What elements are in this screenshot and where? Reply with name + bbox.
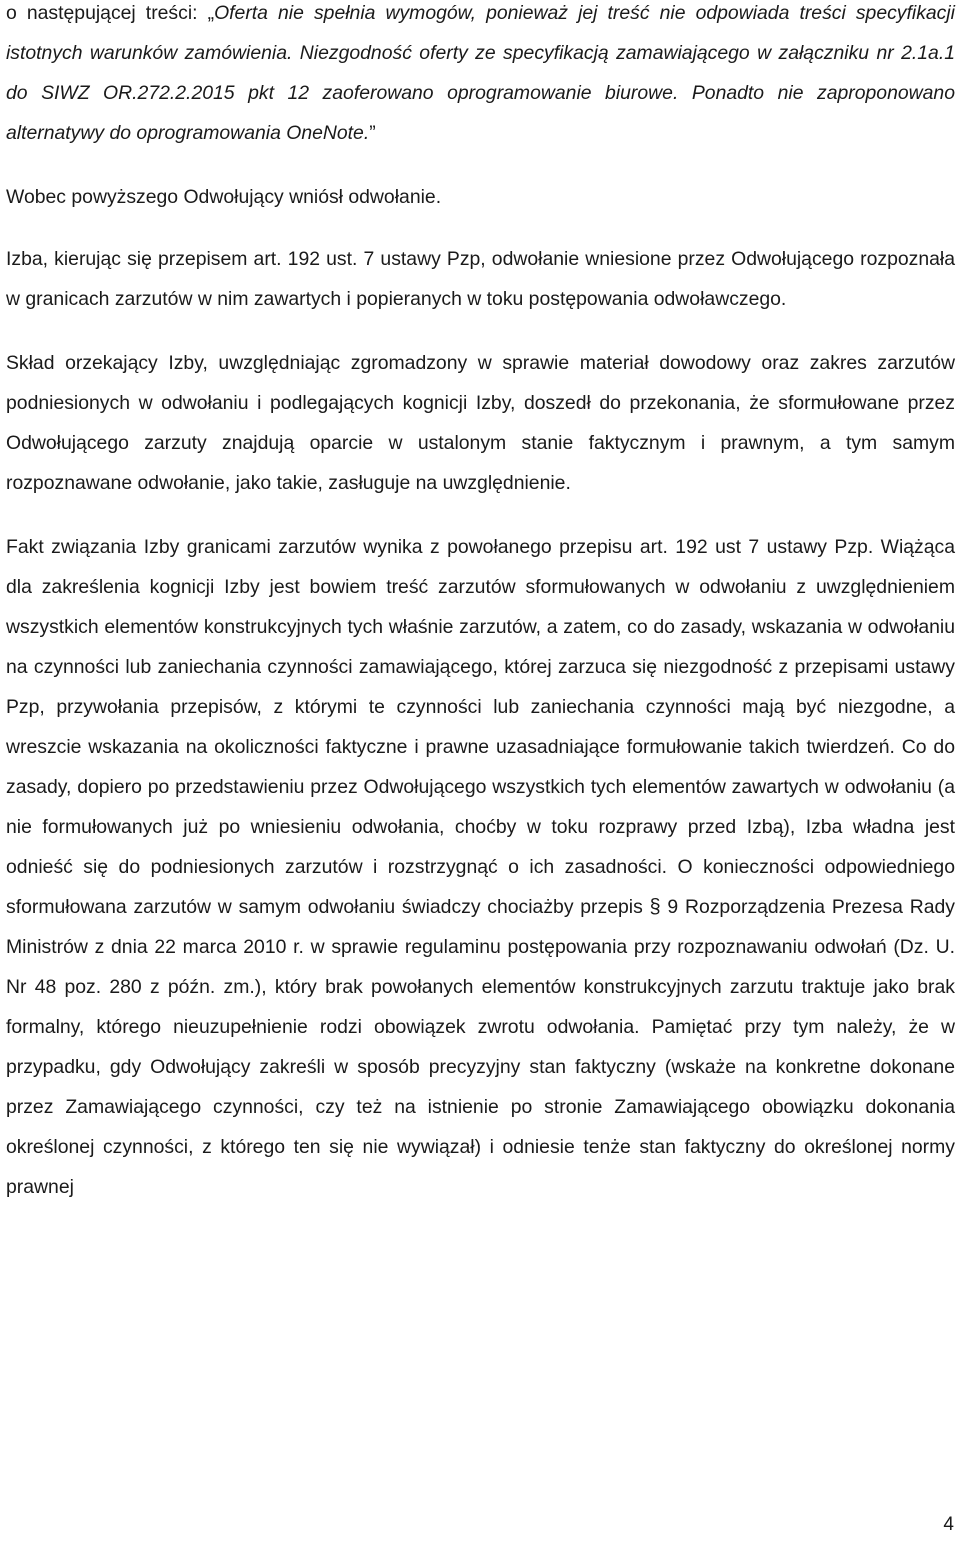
paragraph-binding-charges — [6, 527, 955, 1207]
quoted-reason: Oferta nie spełnia wymogów, ponieważ jej treść nie odpowiada treści specyfikacji istotnych warunków zamówienia. Niezgodność oferty ze specyfikacją zamawiającego w załączniku nr 2.1a.1 do SIWZ OR.272.2.2015 pkt 12 zaoferowano oprogramowanie biurowe. Ponadto nie zaproponowano alternatywy do oprogramowania OneNote. — [6, 2, 955, 144]
paragraph-binding-charges-part-b: 9 Rozporządzenia Prezesa Rady Ministrów z dnia 22 marca 2010 r. w sprawie regulaminu postępowania przy rozpoznawaniu odwołań (Dz. U. Nr 48 poz. 280 z późn. zm.), który brak powołanych elementów konstrukcyjnych zarzutu traktuje jako brak formalny, którego nieuzupełnienie rodzi obowiązek zwrotu odwołania. Pamiętać przy tym należy, że w przypadku, gdy Odwołujący zakreśli w sposób precyzyjny stan faktyczny (wskaże na konkretne dokonane przez Zamawiającego czynności, czy też na istnienie po stronie Zamawiającego obowiązku dokonania określonej czynności, z którego ten się nie wywiązał) i odniesie tenże stan faktyczny do określonej normy prawnej — [6, 896, 955, 1198]
paragraph-chamber-scope: Izba, kierując się przepisem art. 192 ust. 7 ustawy Pzp, odwołanie wniesione przez Odwołującego rozpoznała w granicach zarzutów w nim zawartych i popieranych w toku postępowania odwoławczego. — [6, 248, 955, 310]
page-number: 4 — [943, 1514, 954, 1535]
section-sign: § — [649, 896, 661, 918]
document-page — [6, 0, 955, 1207]
paragraph-quote-intro: o następującej treści: „ — [6, 2, 215, 24]
paragraph-panel-conclusion: Skład orzekający Izby, uwzględniając zgromadzony w sprawie materiał dowodowy oraz zakres zarzutów podniesionych w odwołaniu i podlegających kognicji Izby, doszedł do przekonania, że sformułowane przez Odwołującego zarzuty znajdują oparcie w ustalonym stanie faktycznym i prawnym, a tym samym rozpoznawane odwołanie, jako takie, zasługuje na uwzględnienie. — [6, 352, 955, 494]
paragraph-quote — [6, 0, 955, 153]
paragraph-binding-charges-part-a: Fakt związania Izby granicami zarzutów wynika z powołanego przepisu art. 192 ust 7 ustawy Pzp. Wiążąca dla zakreślenia kognicji Izby jest bowiem treść zarzutów sformułowanych w odwołaniu z uwzględnieniem wszystkich elementów konstrukcyjnych tych właśnie zarzutów, a zatem, co do zasady, wskazania w odwołaniu na czynności lub zaniechania czynności zamawiającego, której zarzuca się niezgodność z przepisami ustawy Pzp, przywołania przepisów, z którymi te czynności lub zaniechania czynności mają być niezgodne, a wreszcie wskazania na okoliczności faktyczne i prawne uzasadniające formułowanie takich twierdzeń. Co do zasady, dopiero po przedstawieniu przez Odwołującego wszystkich tych elementów zawartych w odwołaniu (a nie formułowanych już po wniesieniu odwołania, choćby w toku rozprawy przed Izbą), Izba władna jest odnieść się do podniesionych zarzutów i rozstrzygnąć o ich zasadności. O konieczności odpowiedniego sformułowana zarzutów w samym odwołaniu świadczy chociażby przepis — [6, 536, 955, 918]
paragraph-appeal-filed: Wobec powyższego Odwołujący wniósł odwołanie. — [6, 186, 442, 208]
paragraph-quote-end: ” — [369, 122, 376, 144]
